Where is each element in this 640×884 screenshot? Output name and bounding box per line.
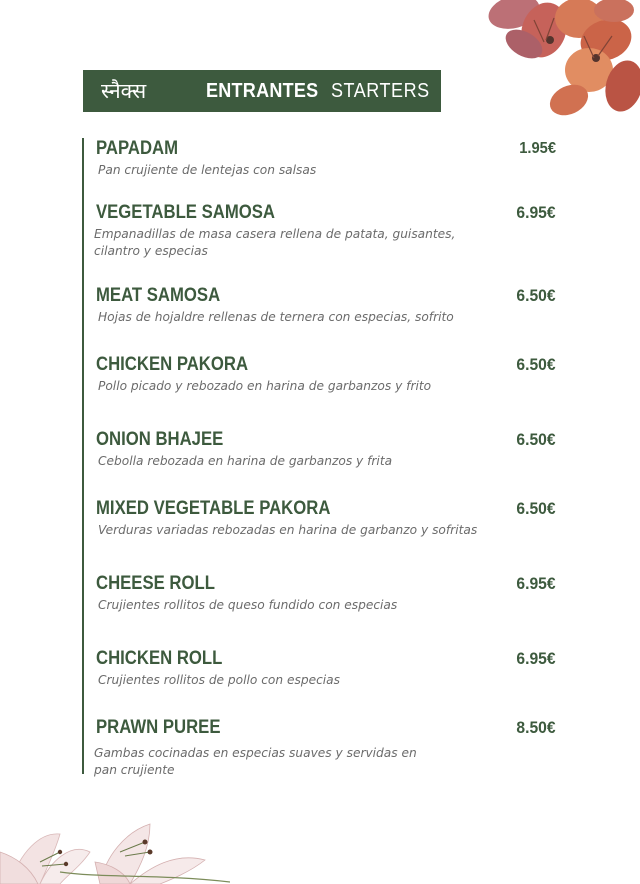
item-name: PAPADAM xyxy=(96,138,179,159)
item-price: 8.50€ xyxy=(516,718,556,737)
vertical-divider xyxy=(82,138,84,774)
menu-item xyxy=(96,354,566,395)
item-description: Pan crujiente de lentejas con salsas xyxy=(98,163,317,177)
item-price: 6.50€ xyxy=(516,355,556,374)
header-english: STARTERS xyxy=(331,79,431,102)
menu-item xyxy=(96,717,566,779)
menu-item xyxy=(96,498,566,539)
item-name: VEGETABLE SAMOSA xyxy=(96,202,275,223)
menu-item xyxy=(96,285,566,326)
item-price: 6.95€ xyxy=(516,649,556,668)
header-hindi: स्नैक्स xyxy=(101,79,147,103)
menu-item xyxy=(96,429,566,470)
header-spanish: ENTRANTES xyxy=(206,79,319,102)
item-description: Crujientes rollitos de pollo con especias xyxy=(98,673,340,687)
item-price: 6.50€ xyxy=(516,286,556,305)
item-name: ONION BHAJEE xyxy=(96,429,224,450)
item-description: Cebolla rebozada en harina de garbanzos y frita xyxy=(98,454,393,468)
decorative-flowers-top xyxy=(484,0,640,120)
item-description: Gambas cocinadas en especias suaves y servidas en pan crujiente xyxy=(94,746,417,777)
item-price: 1.95€ xyxy=(519,140,556,157)
item-name: MEAT SAMOSA xyxy=(96,285,221,306)
menu-item xyxy=(96,573,566,614)
menu-item xyxy=(96,648,566,689)
decorative-lilies-bottom xyxy=(0,812,230,884)
item-price: 6.95€ xyxy=(516,574,556,593)
item-price: 6.95€ xyxy=(516,203,556,222)
item-name: CHICKEN ROLL xyxy=(96,648,223,669)
item-name: PRAWN PUREE xyxy=(96,717,221,738)
menu-item xyxy=(96,202,566,260)
item-description: Empanadillas de masa casera rellena de patata, guisantes, cilantro y especias xyxy=(94,227,456,258)
item-description: Verduras variadas rebozadas en harina de garbanzo y sofritas xyxy=(98,523,478,537)
item-description: Hojas de hojaldre rellenas de ternera con especias, sofrito xyxy=(98,310,454,324)
item-price: 6.50€ xyxy=(516,430,556,449)
section-header xyxy=(83,70,441,112)
item-name: CHICKEN PAKORA xyxy=(96,354,249,375)
item-description: Crujientes rollitos de queso fundido con especias xyxy=(98,598,398,612)
menu-item xyxy=(96,138,566,179)
item-price: 6.50€ xyxy=(516,499,556,518)
item-name: MIXED VEGETABLE PAKORA xyxy=(96,498,331,519)
item-name: CHEESE ROLL xyxy=(96,573,215,594)
item-description: Pollo picado y rebozado en harina de garbanzos y frito xyxy=(98,379,432,393)
